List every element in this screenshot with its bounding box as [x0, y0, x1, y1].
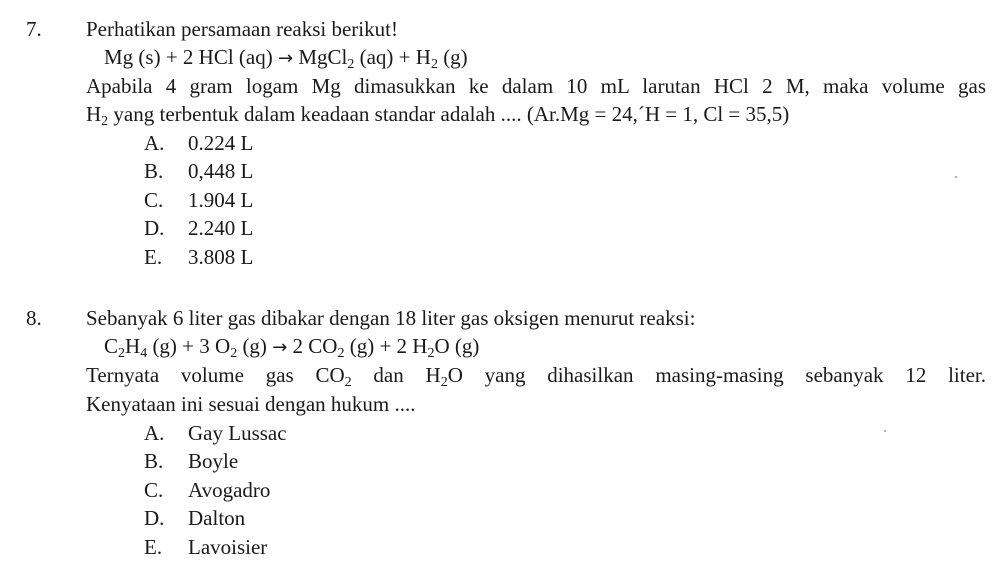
question-number: 8.	[26, 306, 42, 330]
question-text-line: Kenyataan ini sesuai dengan hukum ....	[86, 392, 416, 416]
option-text: 3.808 L	[188, 245, 254, 269]
option-letter: B.	[144, 159, 164, 183]
option-text: Gay Lussac	[188, 421, 287, 445]
option-letter: D.	[144, 506, 165, 530]
question-prompt: Sebanyak 6 liter gas dibakar dengan 18 liter gas oksigen menurut reaksi:	[86, 306, 696, 330]
option-letter: E.	[144, 535, 163, 559]
reaction-arrow: →	[272, 337, 288, 358]
option-letter: B.	[144, 449, 164, 473]
scan-speck	[884, 430, 886, 432]
option-text: Dalton	[188, 506, 246, 530]
scan-speck	[955, 176, 957, 178]
question-text-line: Ternyata volume gas $CO_2$ dan $H_2O$ yang dihasilkan masing-masing sebanyak 12 liter.	[86, 363, 986, 390]
answer-option-b[interactable]	[144, 158, 253, 184]
option-letter: A.	[144, 421, 165, 445]
option-letter: C.	[144, 188, 164, 212]
question-text-line: Apabila 4 gram logam Mg dimasukkan ke dalam 10 mL larutan HCl 2 M, maka volume gas	[86, 74, 986, 98]
answer-option-b[interactable]	[144, 448, 238, 474]
option-letter: C.	[144, 478, 164, 502]
answer-option-d[interactable]	[144, 505, 245, 531]
answer-option-d[interactable]	[144, 215, 253, 241]
option-letter: D.	[144, 216, 165, 240]
reaction-arrow: →	[278, 48, 294, 69]
answer-option-c[interactable]	[144, 187, 253, 213]
answer-option-e[interactable]	[144, 534, 267, 560]
option-text: 0.224 L	[188, 131, 254, 155]
option-letter: E.	[144, 245, 163, 269]
answer-option-a[interactable]	[144, 420, 287, 446]
reaction-equation: $C_2H_4$ (g) + 3 $O_2$ (g) → 2 $CO_2$ (g) + 2 $H_2O$ (g)	[104, 334, 480, 361]
answer-option-e[interactable]	[144, 244, 253, 270]
answer-option-c[interactable]	[144, 477, 270, 503]
option-text: Boyle	[188, 449, 239, 473]
option-text: 0,448 L	[188, 159, 254, 183]
question-text-line: $H_2$ yang terbentuk dalam keadaan standar adalah .... (Ar.Mg = 24,´H = 1, Cl = 35,5)	[86, 102, 790, 129]
option-text: 2.240 L	[188, 216, 254, 240]
option-text: 1.904 L	[188, 188, 254, 212]
option-letter: A.	[144, 131, 165, 155]
question-prompt: Perhatikan persamaan reaksi berikut!	[86, 17, 398, 41]
reaction-equation: Mg (s) + 2 HCl (aq) → MgCl$_2$ $(aq) + H_2$ (g)	[104, 45, 468, 72]
answer-option-a[interactable]	[144, 130, 253, 156]
option-text: Lavoisier	[188, 535, 268, 559]
question-number: 7.	[26, 17, 42, 41]
option-text: Avogadro	[188, 478, 271, 502]
